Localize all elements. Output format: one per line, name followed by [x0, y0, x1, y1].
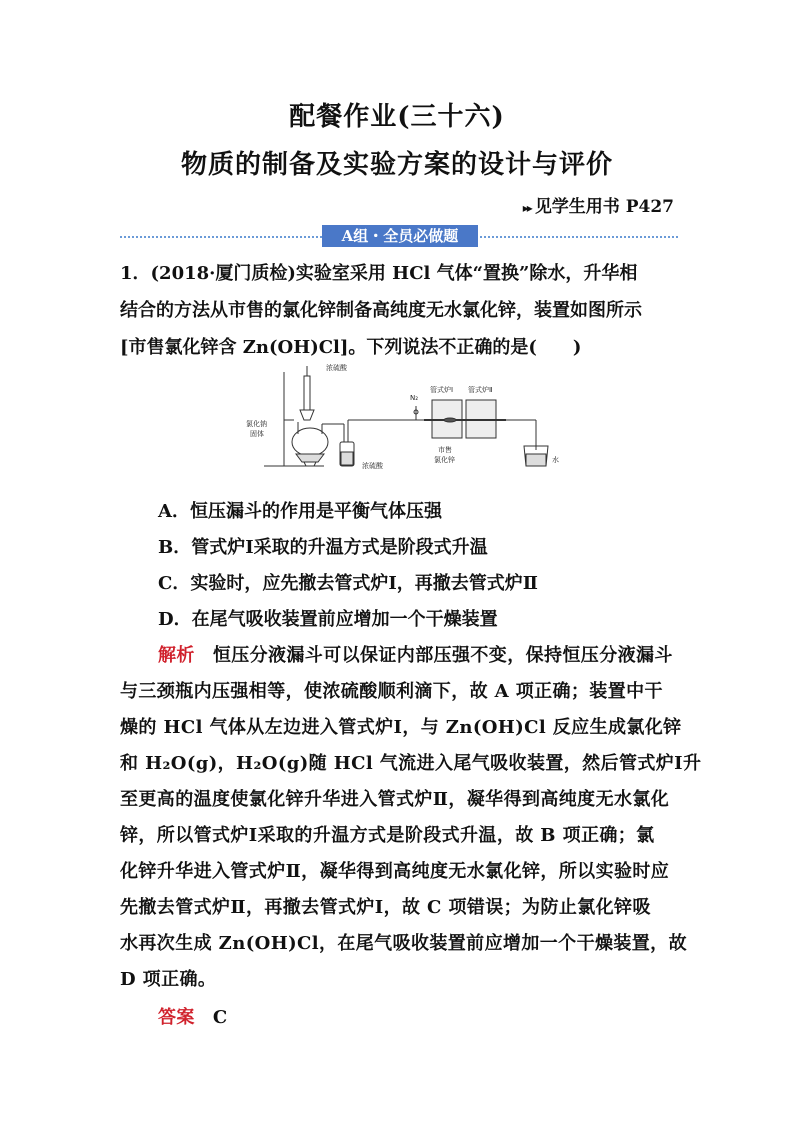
- explanation-line-1: 解析 恒压分液漏斗可以保证内部压强不变，保持恒压分液漏斗: [158, 645, 673, 666]
- label-nacl-1: 氯化钠: [246, 420, 267, 428]
- explanation-line-6: 锌，所以管式炉Ⅰ采取的升温方式是阶段式升温，故 B 项正确；氯: [120, 825, 655, 846]
- explanation-line-5: 至更高的温度使氯化锌升华进入管式炉Ⅱ，凝华得到高纯度无水氯化: [120, 789, 670, 810]
- answer-line: [120, 1003, 680, 1029]
- book-reference: [523, 192, 674, 217]
- option-d: D．在尾气吸收装置前应增加一个干燥装置: [158, 609, 498, 630]
- label-market-zncl-2: 氯化锌: [434, 456, 455, 464]
- label-nacl-2: 固体: [250, 430, 264, 438]
- apparatus-diagram: [244, 362, 570, 476]
- explanation-line-2: 与三颈瓶内压强相等，使浓硫酸顺利滴下，故 A 项正确；装置中干: [120, 681, 663, 702]
- answer-value: C: [212, 1007, 228, 1028]
- question-line-2: 结合的方法从市售的氯化锌制备高纯度无水氯化锌，装置如图所示: [120, 300, 642, 321]
- explanation-line-4: 和 H₂O(g)，H₂O(g)随 HCl 气流进入尾气吸收装置，然后管式炉Ⅰ升: [120, 753, 702, 774]
- explanation-line-7: 化锌升华进入管式炉Ⅱ，凝华得到高纯度无水氯化锌，所以实验时应: [120, 861, 670, 882]
- book-reference-text: 见学生用书 P427: [534, 197, 674, 217]
- option-b: B．管式炉Ⅰ采取的升温方式是阶段式升温: [158, 537, 488, 558]
- explanation-line-9: 水再次生成 Zn(OH)Cl，在尾气吸收装置前应增加一个干燥装置，故: [120, 933, 687, 954]
- label-n2: N₂: [410, 394, 419, 402]
- explanation-line-8: 先撤去管式炉Ⅱ，再撤去管式炉Ⅰ，故 C 项错误；为防止氯化锌吸: [120, 897, 651, 918]
- label-conc-acid-top: 浓硫酸: [326, 364, 347, 372]
- answer-label: 答案: [158, 1007, 195, 1028]
- label-conc-acid-bottom: 浓硫酸: [362, 462, 383, 470]
- label-water: 水: [552, 456, 559, 464]
- double-arrow-icon: ▸▸: [522, 201, 531, 215]
- page-title: 配餐作业(三十六): [289, 102, 505, 132]
- explanation-label: 解析: [158, 645, 195, 666]
- label-furnace-2: 管式炉Ⅱ: [468, 386, 493, 394]
- label-furnace-1: 管式炉Ⅰ: [430, 386, 454, 394]
- question-line-3: [市售氯化锌含 Zn(OH)Cl]。下列说法不正确的是( ): [120, 337, 582, 358]
- page-subtitle: 物质的制备及实验方案的设计与评价: [180, 150, 613, 180]
- option-a: A．恒压漏斗的作用是平衡气体压强: [158, 501, 442, 522]
- explanation-line-3: 燥的 HCl 气体从左边进入管式炉Ⅰ，与 Zn(OH)Cl 反应生成氯化锌: [120, 717, 682, 738]
- option-c: C．实验时，应先撤去管式炉Ⅰ，再撤去管式炉Ⅱ: [158, 573, 538, 594]
- question-line-1: 1．(2018·厦门质检)实验室采用 HCl 气体“置换”除水，升华相: [120, 263, 638, 284]
- label-market-zncl-1: 市售: [438, 446, 452, 454]
- explanation-line-10: D 项正确。: [120, 969, 217, 990]
- section-banner: A组・全员必做题: [322, 225, 478, 247]
